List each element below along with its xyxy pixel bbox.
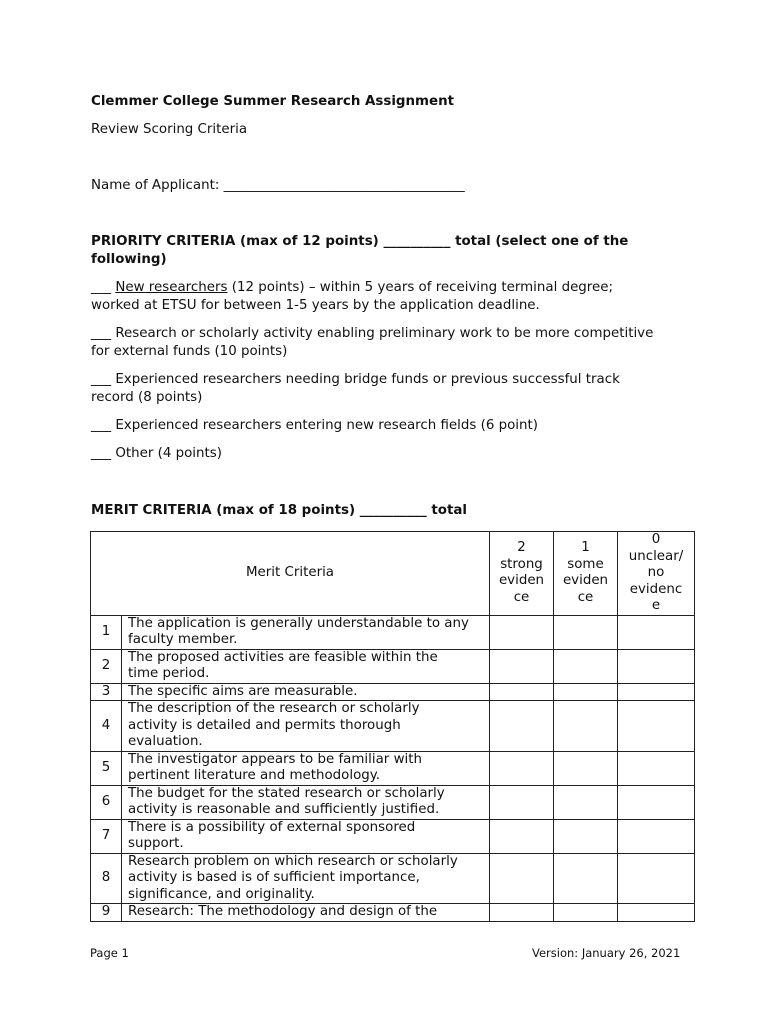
- criterion-line: Research problem on which research or scholarly: [128, 853, 458, 869]
- merit-row-number: 4: [91, 701, 122, 752]
- criterion-line: The specific aims are measurable.: [128, 683, 358, 699]
- merit-row-number: 1: [91, 615, 122, 649]
- score-cell-strong[interactable]: [490, 819, 554, 853]
- score-header-line: eviden: [498, 573, 545, 589]
- criterion-line: The investigator appears to be familiar with: [128, 751, 422, 767]
- score-cell-unclear[interactable]: [618, 701, 695, 752]
- criterion-line: The proposed activities are feasible within the: [128, 649, 438, 665]
- score-cell-unclear[interactable]: [618, 615, 695, 649]
- score-cell-strong[interactable]: [490, 683, 554, 701]
- merit-table-row: [91, 615, 695, 649]
- score-header-line: no: [647, 565, 665, 580]
- score-cell-some[interactable]: [554, 701, 618, 752]
- score-cell-strong[interactable]: [490, 751, 554, 785]
- merit-table-row: [91, 649, 695, 683]
- score-cell-strong[interactable]: [490, 649, 554, 683]
- merit-criterion-text: [122, 751, 490, 785]
- criterion-line: support.: [128, 836, 184, 851]
- criterion-line: The description of the research or scholarly: [128, 701, 420, 716]
- score-header-line: ce: [513, 589, 530, 605]
- merit-heading: MERIT CRITERIA (max of 18 points) __________ total: [91, 503, 467, 518]
- criterion-line: significance, and originality.: [128, 886, 315, 902]
- score-cell-some[interactable]: [554, 819, 618, 853]
- criterion-line: time period.: [128, 666, 210, 681]
- criterion-line: faculty member.: [128, 632, 238, 647]
- priority-option-other: ___ Other (4 points): [91, 446, 222, 461]
- score-header-unclear: [618, 532, 695, 616]
- criterion-line: evaluation.: [128, 734, 203, 749]
- merit-criterion-text: [122, 615, 490, 649]
- score-cell-strong[interactable]: [490, 853, 554, 904]
- score-cell-unclear[interactable]: [618, 683, 695, 701]
- criterion-line: There is a possibility of external sponsored: [128, 819, 416, 835]
- merit-table-row: [91, 853, 695, 904]
- merit-table-row: [91, 904, 695, 922]
- score-header-line: 0: [651, 532, 661, 547]
- score-header-strong: [490, 532, 554, 616]
- score-header-line: evidenc: [629, 581, 683, 597]
- merit-table-row: [91, 751, 695, 785]
- applicant-name-line: [91, 177, 465, 195]
- merit-criterion-text: [122, 785, 490, 819]
- merit-criteria-table: [90, 531, 695, 922]
- merit-row-number: 3: [91, 683, 122, 701]
- merit-table-row: [91, 683, 695, 701]
- score-header-line: unclear/: [628, 548, 684, 564]
- option-text: (12 points) – within 5 years of receiving terminal degree;: [227, 280, 614, 295]
- criterion-line: Research: The methodology and design of the: [128, 904, 438, 919]
- option-blank[interactable]: ___: [91, 280, 116, 295]
- score-cell-unclear[interactable]: [618, 853, 695, 904]
- priority-heading: PRIORITY CRITERIA (max of 12 points) __________ total (select one of the: [91, 234, 629, 249]
- applicant-name-blank[interactable]: ____________________________________: [223, 178, 465, 193]
- score-cell-some[interactable]: [554, 615, 618, 649]
- applicant-name-label: Name of Applicant:: [91, 178, 224, 193]
- criterion-line: activity is based is of sufficient importance,: [128, 870, 420, 885]
- score-cell-strong[interactable]: [490, 615, 554, 649]
- score-cell-strong[interactable]: [490, 785, 554, 819]
- priority-option-new-researchers: [91, 279, 613, 297]
- score-header-line: some: [567, 556, 604, 572]
- merit-criterion-text: [122, 649, 490, 683]
- score-header-line: eviden: [562, 573, 609, 589]
- merit-row-number: 6: [91, 785, 122, 819]
- priority-option-preliminary-work-cont: for external funds (10 points): [91, 344, 288, 359]
- score-cell-unclear[interactable]: [618, 751, 695, 785]
- criterion-line: activity is detailed and permits thorough: [128, 717, 401, 733]
- merit-criterion-text: [122, 853, 490, 904]
- priority-option-preliminary-work: ___ Research or scholarly activity enabling preliminary work to be more competitive: [91, 326, 654, 341]
- score-header-line: ce: [577, 589, 594, 605]
- score-cell-unclear[interactable]: [618, 785, 695, 819]
- score-cell-unclear[interactable]: [618, 819, 695, 853]
- score-cell-unclear[interactable]: [618, 904, 695, 922]
- merit-table-row: [91, 819, 695, 853]
- score-cell-some[interactable]: [554, 751, 618, 785]
- merit-criterion-text: [122, 904, 490, 922]
- score-cell-some[interactable]: [554, 853, 618, 904]
- criterion-line: The application is generally understandable to any: [128, 615, 469, 631]
- footer-version: Version: January 26, 2021: [532, 946, 681, 960]
- merit-row-number: 5: [91, 751, 122, 785]
- merit-row-number: 7: [91, 819, 122, 853]
- score-cell-some[interactable]: [554, 649, 618, 683]
- merit-table-row: [91, 785, 695, 819]
- score-header-some: [554, 532, 618, 616]
- merit-table-row: [91, 701, 695, 752]
- priority-option-new-researchers-cont: worked at ETSU for between 1-5 years by the application deadline.: [91, 298, 540, 313]
- score-cell-some[interactable]: [554, 904, 618, 922]
- merit-row-number: 8: [91, 853, 122, 904]
- merit-row-number: 9: [91, 904, 122, 922]
- merit-criteria-header: Merit Criteria: [91, 532, 490, 616]
- score-cell-some[interactable]: [554, 683, 618, 701]
- score-cell-strong[interactable]: [490, 904, 554, 922]
- merit-criterion-text: [122, 701, 490, 752]
- criterion-line: pertinent literature and methodology.: [128, 768, 381, 783]
- priority-heading-cont: following): [91, 252, 167, 267]
- score-header-line: 2: [517, 540, 526, 556]
- score-cell-unclear[interactable]: [618, 649, 695, 683]
- priority-option-bridge-funds: ___ Experienced researchers needing bridge funds or previous successful track: [91, 372, 620, 387]
- score-header-line: strong: [500, 556, 543, 572]
- score-cell-some[interactable]: [554, 785, 618, 819]
- merit-row-number: 2: [91, 649, 122, 683]
- score-header-line: e: [651, 598, 661, 613]
- priority-option-bridge-funds-cont: record (8 points): [91, 390, 203, 405]
- score-header-line: 1: [581, 540, 590, 556]
- document-subtitle: Review Scoring Criteria: [91, 122, 248, 137]
- merit-table-header-row: [91, 532, 695, 616]
- footer-page-number: Page 1: [90, 946, 129, 960]
- option-underlined-term: New researchers: [115, 280, 228, 295]
- document-title: Clemmer College Summer Research Assignment: [91, 94, 454, 109]
- priority-option-new-fields: ___ Experienced researchers entering new research fields (6 point): [91, 418, 538, 433]
- merit-criterion-text: [122, 683, 490, 701]
- criterion-line: activity is reasonable and sufficiently justified.: [128, 802, 440, 817]
- merit-criterion-text: [122, 819, 490, 853]
- criterion-line: The budget for the stated research or scholarly: [128, 785, 445, 801]
- score-cell-strong[interactable]: [490, 701, 554, 752]
